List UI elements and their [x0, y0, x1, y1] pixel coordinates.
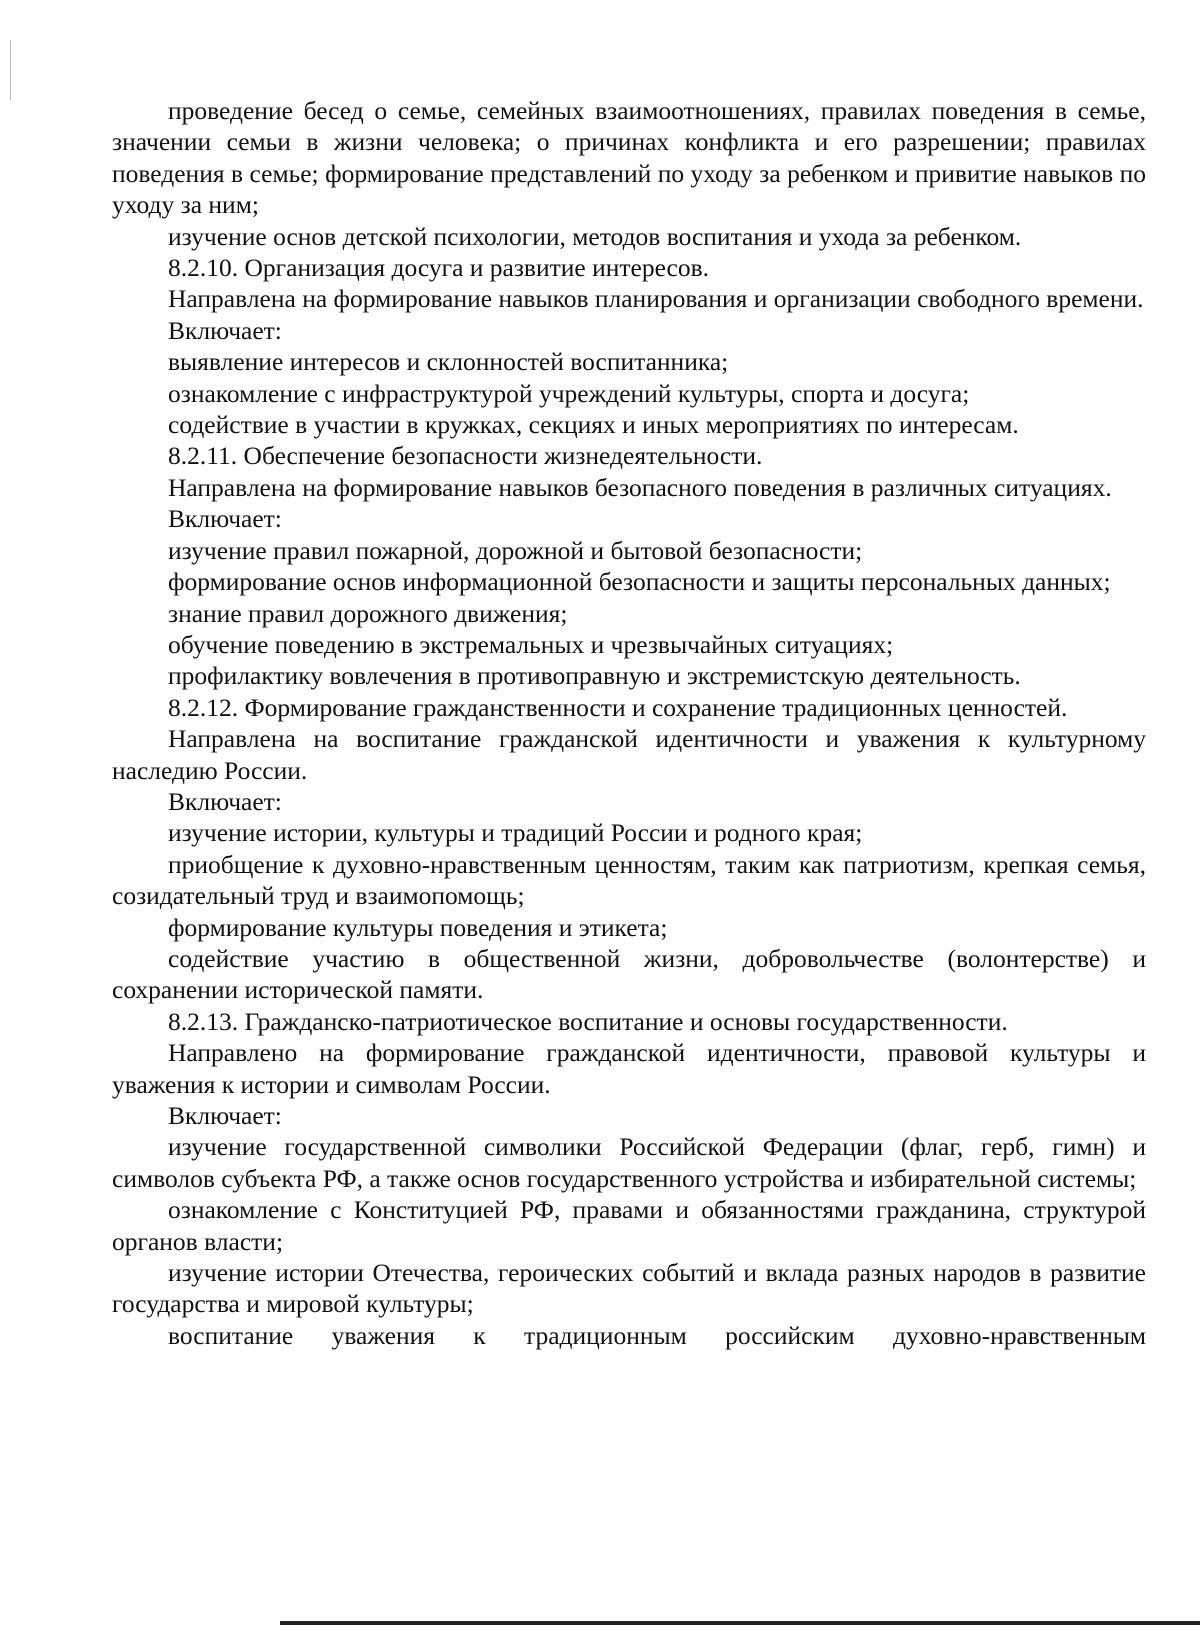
list-item: обучение поведению в экстремальных и чрезвычайных ситуациях; [168, 629, 894, 659]
paragraph: Направлена на формирование навыков безопасного поведения в различных ситуациях. [168, 472, 1112, 502]
section-heading: 8.2.13. Гражданско-патриотическое воспитание и основы государственности. [168, 1006, 1008, 1036]
list-item: профилактику вовлечения в противоправную и экстремистскую деятельность. [168, 661, 1021, 691]
section-heading: 8.2.10. Организация досуга и развитие интересов. [168, 253, 710, 283]
list-item: содействие в участии в кружках, секциях и иных мероприятиях по интересам. [168, 410, 1019, 440]
list-item: приобщение к духовно-нравственным ценностям, таким как патриотизм, крепкая семья, созидательный труд и взаимопомощь; [112, 849, 1146, 911]
list-item: знание правил дорожного движения; [168, 598, 568, 628]
list-item: изучение истории Отечества, героических событий и вклада разных народов в развитие государства и мировой культуры; [112, 1258, 1146, 1319]
list-item: формирование культуры поведения и этикета; [168, 912, 668, 942]
scan-edge-bottom [280, 1621, 1200, 1625]
list-item: ознакомление с Конституцией РФ, правами и обязанностями гражданина, структурой органов власти; [112, 1195, 1146, 1256]
list-item: изучение правил пожарной, дорожной и бытовой безопасности; [168, 535, 863, 565]
paragraph: Направлена на воспитание гражданской идентичности и уважения к культурному наследию России. [112, 724, 1146, 785]
paragraph: Включает: [168, 786, 282, 816]
section-heading: 8.2.11. Обеспечение безопасности жизнедеятельности. [168, 441, 763, 471]
scan-edge-line [10, 40, 11, 100]
paragraph: Включает: [168, 315, 282, 345]
list-item: изучение государственной символики Российской Федерации (флаг, герб, гимн) и символов субъекта РФ, а также основ государственного устройства и избирательной системы; [112, 1132, 1146, 1193]
list-item: формирование основ информационной безопасности и защиты персональных данных; [168, 567, 1111, 597]
list-item: воспитание уважения к традиционным российским духовно-нравственным [168, 1320, 1146, 1350]
paragraph: Включает: [168, 504, 282, 534]
list-item: изучение истории, культуры и традиций России и родного края; [168, 818, 863, 848]
paragraph: Включает: [168, 1101, 282, 1130]
paragraph: Направлено на формирование гражданской идентичности, правовой культуры и уважения к истории и символам России. [112, 1038, 1146, 1099]
list-item: содействие участию в общественной жизни, добровольчестве (волонтерстве) и сохранении исторической памяти. [112, 943, 1146, 1005]
paragraph: проведение бесед о семье, семейных взаимоотношениях, правилах поведения в семье, значении семьи в жизни человека; о причинах конфликта и его разрешении; правилах поведения в семье; формирование представлений по уходу за ребенком и привитие навыков по уходу за ним; [112, 96, 1146, 220]
document-text-body [112, 95, 1146, 1351]
list-item: выявление интересов и склонностей воспитанника; [168, 347, 729, 377]
section-heading: 8.2.12. Формирование гражданственности и сохранение традиционных ценностей. [168, 692, 1068, 722]
paragraph: изучение основ детской психологии, методов воспитания и ухода за ребенком. [168, 221, 1022, 251]
list-item: ознакомление с инфраструктурой учреждений культуры, спорта и досуга; [168, 378, 970, 408]
paragraph: Направлена на формирование навыков планирования и организации свободного времени. [168, 284, 1144, 314]
